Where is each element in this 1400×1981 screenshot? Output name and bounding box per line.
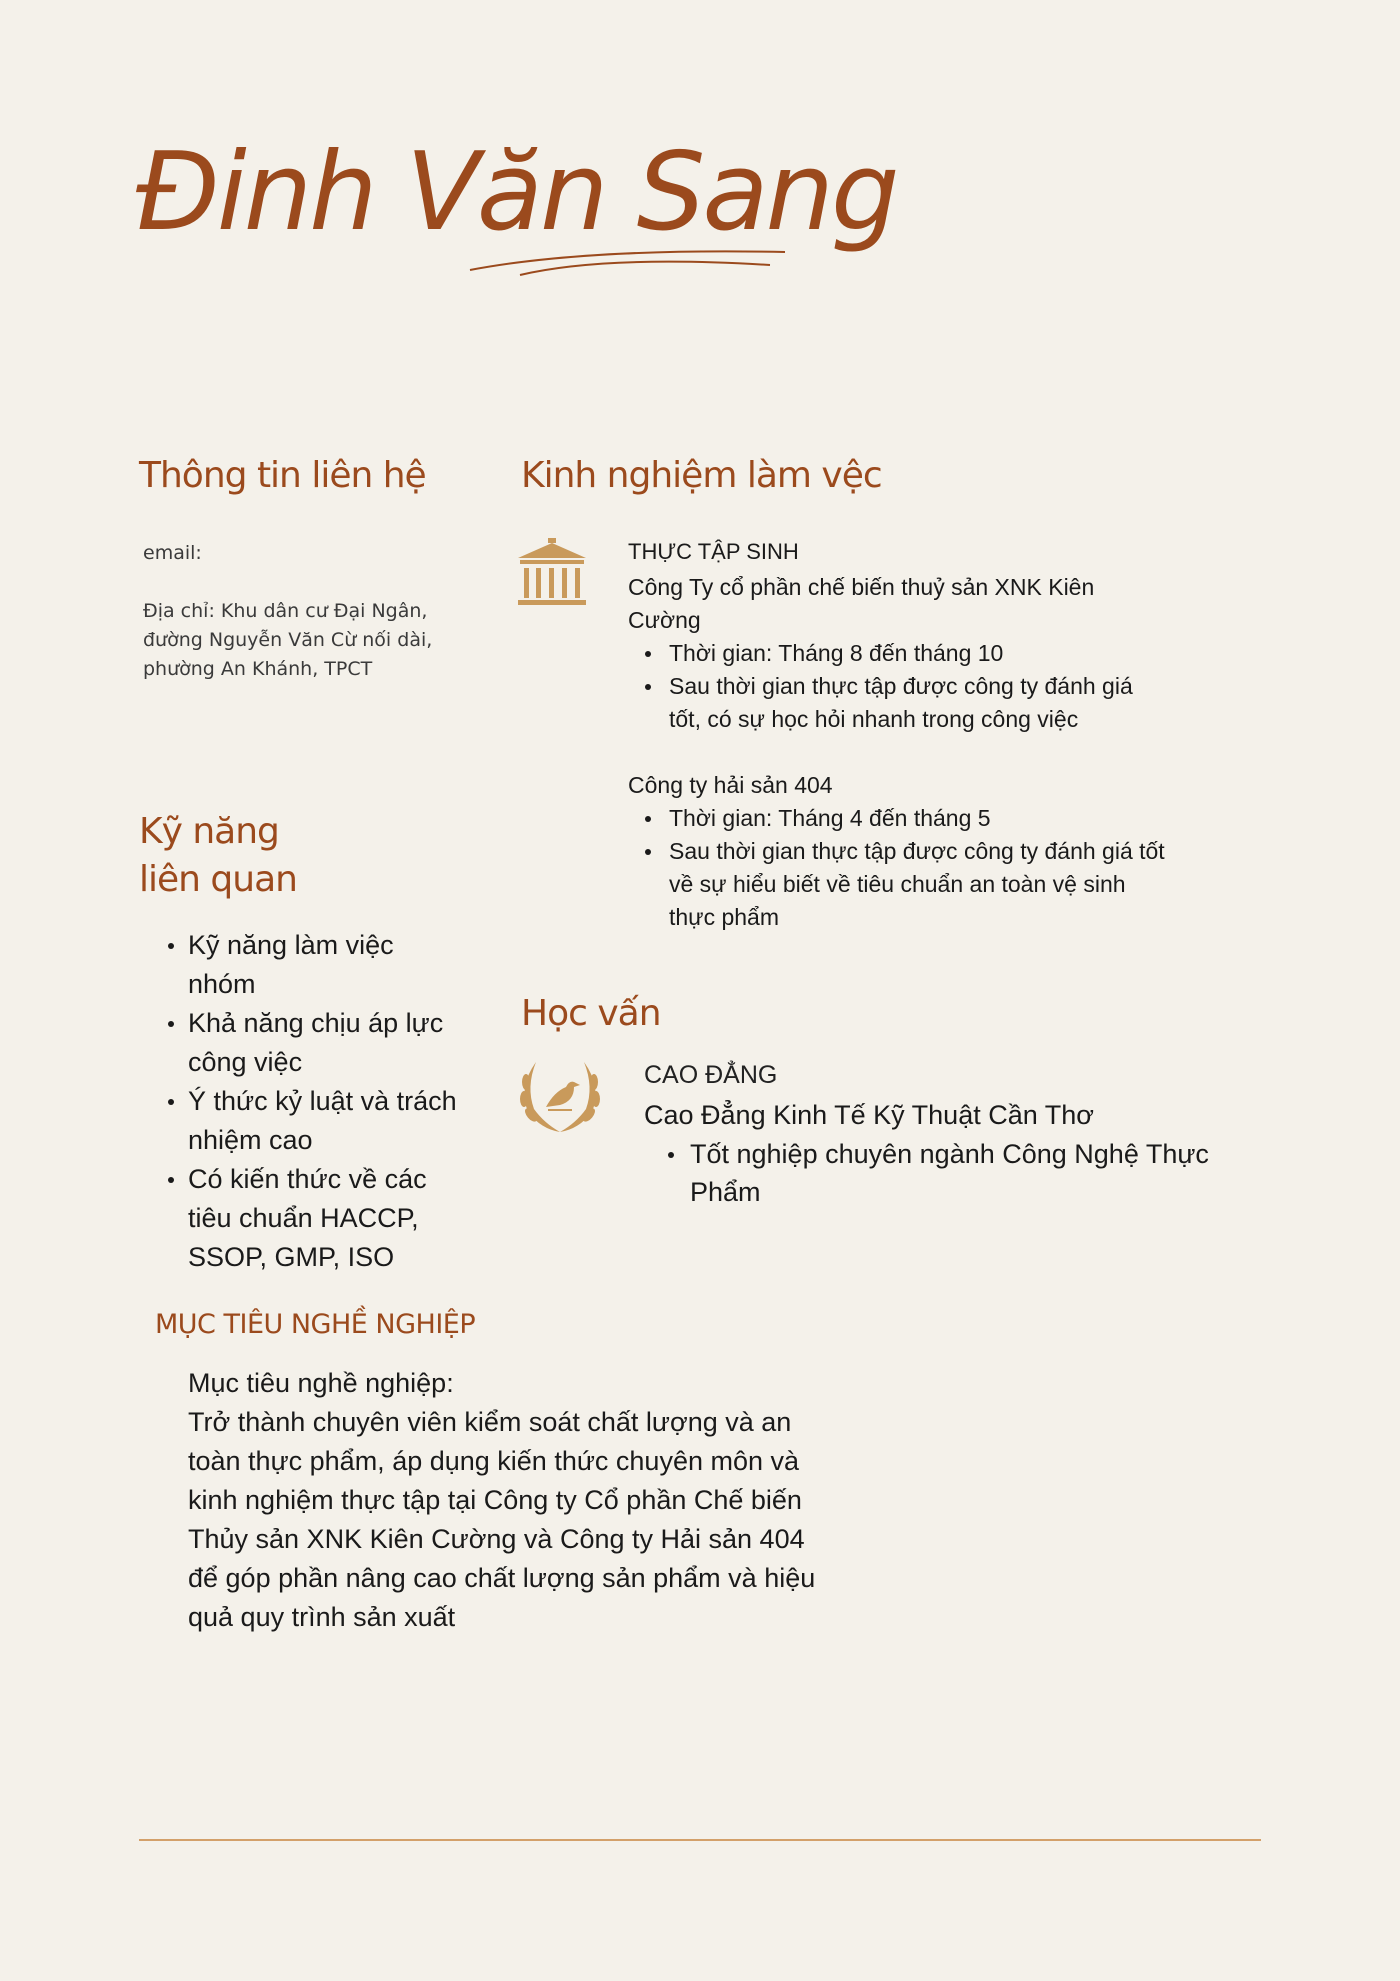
- building-columns-icon: [516, 538, 588, 608]
- skills-heading: Kỹ năng liên quan: [139, 811, 297, 900]
- experience-company: Công Ty cổ phần chế biến thuỷ sản XNK Kiên Cường: [628, 574, 1095, 633]
- objective-label: Mục tiêu nghề nghiệp:: [188, 1368, 454, 1398]
- experience-bullet: Thời gian: Tháng 4 đến tháng 5: [643, 802, 1168, 835]
- experience-bullet: Sau thời gian thực tập được công ty đánh giá tốt, có sự học hỏi nhanh trong công việc: [643, 670, 1168, 736]
- address-text: Địa chỉ: Khu dân cư Đại Ngân, đường Nguyễn Văn Cừ nối dài, phường An Khánh, TPCT: [143, 600, 433, 680]
- objective-section: [188, 1364, 818, 1637]
- skill-item: Có kiến thức về các tiêu chuẩn HACCP, SSOP, GMP, ISO: [166, 1160, 466, 1277]
- name-underline-swash: [465, 240, 825, 280]
- skill-item: Ý thức kỷ luật và trách nhiệm cao: [166, 1082, 466, 1160]
- experience-section: [628, 536, 1168, 934]
- education-heading: Học vấn: [521, 993, 661, 1034]
- skills-list: [166, 926, 466, 1277]
- email-label: email:: [143, 542, 202, 564]
- objective-text: Trở thành chuyên viên kiểm soát chất lượng và an toàn thực phẩm, áp dụng kiến thức chuyên môn và kinh nghiệm thực tập tại Công ty Cổ phần Chế biến Thủy sản XNK Kiên Cường và Công ty Hải sản 404 để góp phần nâng cao chất lượng sản phẩm và hiệu quả quy trình sản xuất: [188, 1407, 816, 1632]
- education-school: Cao Đẳng Kinh Tế Kỹ Thuật Cần Thơ: [644, 1100, 1094, 1130]
- experience-company: Công ty hải sản 404: [628, 772, 833, 798]
- skill-item: Khả năng chịu áp lực công việc: [166, 1004, 466, 1082]
- education-level: CAO ĐẲNG: [644, 1061, 778, 1089]
- skill-item: Kỹ năng làm việc nhóm: [166, 926, 466, 1004]
- candidate-name: Đinh Văn Sang: [136, 130, 897, 255]
- footer-divider: [139, 1839, 1261, 1841]
- education-section: [644, 1055, 1264, 1211]
- education-bullet: Tốt nghiệp chuyên ngành Công Nghệ Thực Phẩm: [666, 1135, 1264, 1211]
- experience-bullet: Thời gian: Tháng 8 đến tháng 10: [643, 637, 1168, 670]
- laurel-bird-icon: [516, 1057, 604, 1137]
- contact-heading: Thông tin liên hệ: [139, 455, 426, 496]
- experience-role: THỰC TẬP SINH: [628, 539, 799, 564]
- objective-heading: MỤC TIÊU NGHỀ NGHIỆP: [155, 1309, 476, 1340]
- experience-bullet: Sau thời gian thực tập được công ty đánh giá tốt về sự hiểu biết về tiêu chuẩn an toàn vệ sinh thực phẩm: [643, 835, 1168, 934]
- experience-heading: Kinh nghiệm làm vệc: [521, 455, 882, 496]
